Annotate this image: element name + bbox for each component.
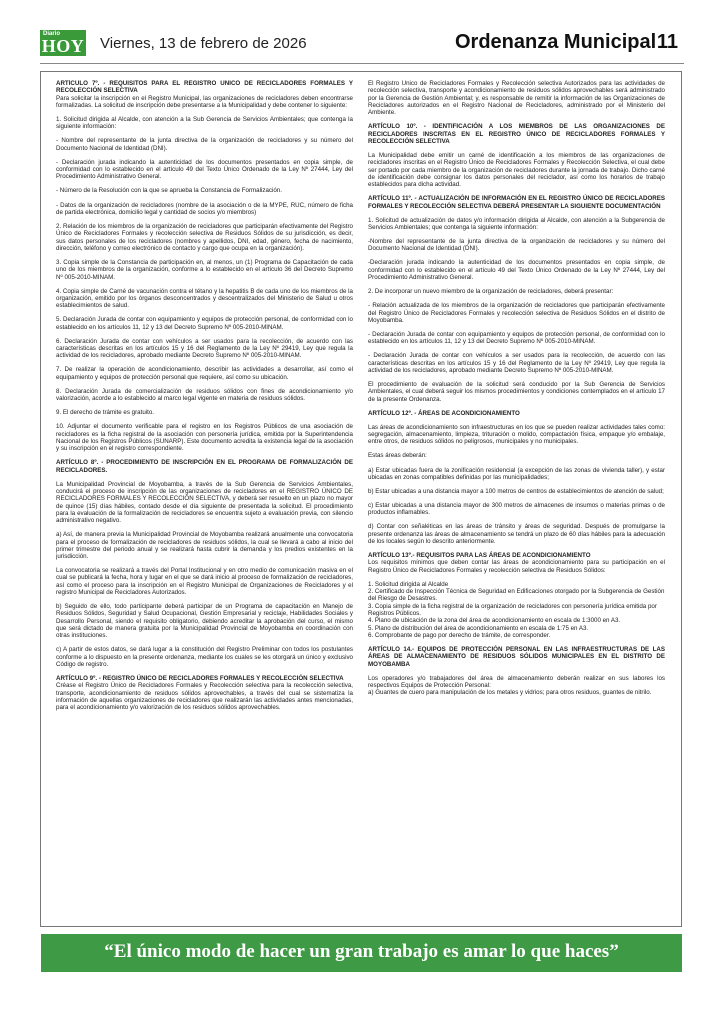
paragraph [368,625,665,632]
paragraph-text: 2. Relación de los miembros de la organización de recicladores que participarán efectivamente del Registro Único de Recicladores Formales y recolección selectiva de Residuos Sólidos de su jurisdicción, es decir, sus datos personales de los recicladores (nombres y apellidos, DNI, edad, género, fecha de nacimiento, dirección, teléfono y correo electrónico de contacto y cargo que ocupa en la organización). [56,222,353,252]
quote-banner [41,934,682,972]
paragraph [368,80,665,116]
paragraph [56,80,353,109]
paragraph-text: 5. Plano de distribución del área de acondicionamiento en escala de 1:75 en A3. [368,624,589,632]
paragraph [56,531,353,560]
paragraph [56,423,353,452]
logo-small-text: Diario [43,31,61,37]
article-heading: ARTÍCULO 11º. - ACTUALIZACIÓN DE INFORMACIÓN EN EL REGISTRO ÚNICO DE RECICLADORES FORMALES Y RECOLECCIÓN SELECTIVA DEBERÁ PRESENTAR LA SIGUIENTE DOCUMENTACIÓN [368,195,665,210]
paragraph [368,302,665,324]
paragraph-text: 9. El derecho de trámite es gratuito. [56,409,155,417]
paragraph-text: Los operadores y/o trabajadores del área de almacenamiento deberán realizar en sus labores los respectivos Equipos de Protección Personal: [368,674,665,689]
paragraph-text: Estas áreas deberán: [368,452,427,460]
paragraph [368,675,665,690]
page-number: 11 [656,31,678,53]
paragraph [368,352,665,374]
paragraph [56,259,353,281]
section-title: Ordenanza Municipal [455,31,657,53]
paragraph [368,646,665,668]
paragraph-text: 7. De realizar la operación de acondicionamiento, describir las actividades a desarrollar, así como el equipamiento y equipos de protección personal que requiere, así como su ubicación. [56,366,353,381]
paragraph-text: 3. Copia simple de la Constancia de participación en, al menos, un (1) Programa de Capacitación de cada uno de los miembros de la organización, conforme a lo establecido en el artículo 36 del Decreto Supremo Nº 005-2010-MINAM. [56,258,353,281]
paragraph-text: 1. Solicitud dirigida al Alcalde, con atención a la Sub Gerencia de Servicios Ambientales; que contenga la siguiente información: [56,115,353,131]
paragraph [368,632,665,639]
paragraph-text: 2. De incorporar un nuevo miembro de la organización de recicladores, deberá presentar: [368,288,614,296]
paragraph [368,552,665,574]
paragraph-text: b) Estar ubicadas a una distancia mayor a 100 metros de centros de establecimientos de atención de salud; [368,487,664,495]
paragraph [368,195,665,210]
article-heading: ARTÍCULO 13º.- REQUISITOS PARA LAS ÁREAS DE ACONDICIONAMIENTO [368,552,591,560]
paragraph [368,595,665,602]
logo-main-text: HOY [41,36,85,56]
paragraph [56,202,353,217]
paragraph [56,388,353,403]
paragraph [56,137,353,152]
header-rule [40,63,684,64]
paragraph-text: - Declaración jurada indicando la autenticidad de los documentos presentados en copia simple, de conformidad con lo establecido en el artículo 49 del Texto Único Ordenado de la Ley Nº 27444, Ley del Procedimiento Administrativo General. [56,158,353,181]
paragraph-text: - Nombre del representante de la junta directiva de la organización de recicladores y su número del Documento Nacional de Identidad (DNI). [56,137,353,152]
paragraph-text: Las áreas de acondicionamiento son infraestructuras en los que se pueden realizar actividades tales como: segregación, almacenamiento, limpieza, trituración o molido, compactación física, empaque y/o embalaje, entre otros, de residuos sólidos no peligrosos, municipales y no municipales. [368,423,665,446]
paragraph [368,617,665,624]
article-heading: ARTÍCULO 8º. - PROCEDIMIENTO DE INSCRIPCIÓN EN EL PROGRAMA DE FORMALIZACIÓN DE RECICLADORES. [56,459,353,474]
paragraph [368,259,665,281]
paragraph-text: Para solicitar la inscripción en el Registro Municipal, las organizaciones de recicladores deben encontrarse formalizadas. La solicitud de inscripción debe presentarse a la Municipalidad y debe contener lo siguiente: [56,94,353,109]
paragraph-text: 1. Solicitud de actualización de datos y/o información dirigida al Alcalde, con atención a la Subgerencia de Servicios Ambientales; que contenga la siguiente información: [368,216,665,231]
paragraph [368,381,665,403]
paragraph-text: -Nombre del representante de la junta directiva de la organización de recicladores y su número del Documento Nacional de Identidad (DNI). [368,238,665,253]
paragraph [368,523,665,545]
left-column [56,80,353,920]
paragraph [56,316,353,331]
paragraph [56,187,353,194]
paragraph [368,452,665,459]
paragraph [368,424,665,446]
paragraph-text: 3. Copia simple de la ficha registral de la organización de recicladores con personería jurídica emitida por [368,602,657,610]
paragraph-text: La Municipalidad Provincial de Moyobamba, a través de la Sub Gerencia de Servicios Ambientales, conducirá el proceso de inscripción de las organizaciones de recicladores en el REGISTRO ÚNICO DE RECICLADORES FORMALES Y RECOLECCIÓN SELECTIVA, y deberá ser resuelto en un plazo no mayor de quince (15) días hábiles, contado desde el día siguiente de presentada la solicitud. El procedimiento para la evaluación de la formalización de recicladores se encuentra sujeto a evaluación previa, con silencio administrativo negativo. [56,480,353,525]
paragraph-text: Los requisitos mínimos que deben contar las áreas de acondicionamiento para su participación en el Registro Único de Recicladores Formales y recolección selectiva de Residuos Sólidos: [368,559,665,574]
paragraph [56,646,353,668]
paragraph-text: 4. Copia simple de Carné de vacunación contra el tétano y la hepatitis B de cada uno de los miembros de la organización, emitido por los órganos desconcentrados y descentralizados del Ministerio de Salud u otros establecimientos de salud. [56,287,353,310]
paragraph-text: - Datos de la organización de recicladores (nombre de la asociación o de la MYPE, RUC, número de ficha de partida electrónica, domicilio legal y cantidad de socios y/o miembros) [56,201,353,216]
paragraph-text: 8. Declaración Jurada de comercialización de residuos sólidos con fines de acondicionamiento y/o valorización, acorde a lo establecido al marco legal vigente en materia de residuos sólidos. [56,387,353,403]
paragraph [56,603,353,639]
paragraph [56,288,353,310]
paragraph [56,159,353,181]
ordinance-frame [40,71,682,927]
paragraph-text: c) A partir de estos datos, se dará lugar a la constitución del Registro Preliminar con todos los postulantes conforme a lo dispuesto en la presente ordenanza, mediante los cuales se les otorgará un único y exclusivo Código de registro. [56,646,353,669]
paragraph [56,116,353,131]
paragraph-text: - Número de la Resolución con la que se aprueba la Constancia de Formalización. [56,187,282,195]
paragraph-text: - Declaración Jurada de contar con vehículos a ser usados para la recolección, de acuerdo con las características descritas en los artículos 15 y 16 del Reglamento de la Ley Nº 29419, Ley que regula la actividad de los recicladores, aprobado mediante Decreto Supremo Nº 005-2010-MINAM. [368,352,665,374]
article-heading: ARTÍCULO 12º. - ÁREAS DE ACONDICIONAMIENTO [368,409,520,417]
article-heading: ARTÍCULO 9º. - REGISTRO ÚNICO DE RECICLADORES FORMALES Y RECOLECCIÓN SELECTIVA [56,675,344,683]
paragraph [368,238,665,253]
paragraph-text: 6. Comprobante de pago por derecho de trámite, de corresponder. [368,631,551,639]
paragraph-text: Registros Públicos. [368,609,421,617]
paragraph-text: Créase el Registro Único de Recicladores Formales y Recolección selectiva para la recolección selectiva, transporte, acondicionamiento de residuos sólidos aprovechables, a través del cual se sistematiza la información de aquellas organizaciones de recicladores que realizarán las actividades antes mencionadas, para el acondicionamiento y/o valorización de los residuos sólidos aprovechables. [56,682,353,712]
article-heading: ARTÍCULO 14.- EQUIPOS DE PROTECCIÓN PERSONAL EN LAS INFRAESTRUCTURAS DE LAS ÁREAS DE ALMACENAMIENTO DE RESIDUOS SÓLIDOS MUNICIPALES EN EL DISTRITO DE MOYOBAMBA [368,645,665,668]
paragraph [368,217,665,232]
paragraph-text: 6. Declaración Jurada de contar con vehículos a ser usados para la recolección, de acuerdo con las características descritas en los artículos 15 y 16 del Reglamento de la Ley Nº 29419, Ley que regula la actividad de los recicladores, aprobado mediante Decreto Supremo Nº 005-2010-MINAM. [56,337,353,360]
paragraph [368,588,665,595]
paragraph-text: La convocatoria se realizará a través del Portal Institucional y en otro medio de comunicación masiva en el cual se publicará la fecha, hora y lugar en el que se dará inicio al proceso de formalización de recicladores, así como el proceso para la inscripción en el Registro Municipal de Organizaciones de Recicladores y el registro Municipal de Recicladores Autorizados. [56,567,353,597]
paragraph-text: b) Seguido de ello, todo participante deberá participar de un Programa de capacitación en Manejo de Residuos Sólidos, Seguridad y Salud Ocupacional, Gestión Empresarial y reciclaje, Habilidades Sociales y Desarrollo Personal, siendo el requisito obligatorio, debiendo acreditar la aprobación del curso, el mismo que será dictado de manera gratuita por la Municipalidad Provincial de Moyobamba en coordinación con otras instituciones. [56,603,353,640]
paragraph [56,338,353,360]
paragraph-text: El Registro Único de Recicladores Formales y Recolección selectiva Autorizados para las actividades de recolección selectiva, transporte y acondicionamiento de residuos sólidos aprovechables será administrado por la Gerencia de Gestión Ambiental; y, es responsable de remitir la información de las Organizaciones de Recicladores autorizados en el Registro Nacional de Recicladores, administrado por el Ministerio del Ambiente. [368,80,665,117]
article-heading: ARTÍCULO 10º. - IDENTIFICACIÓN A LOS MIEMBROS DE LAS ORGANIZACIONES DE RECICLADORES INSCRITAS EN EL REGISTRO ÚNICO DE RECICLADORES FORMALES Y RECOLECCIÓN SELECTIVA [368,123,665,145]
article-heading: ARTÍCULO 7º. - REQUISITOS PARA EL REGISTRO ÚNICO DE RECICLADORES FORMALES Y RECOLECCIÓN SELECTIVA [56,80,353,95]
paragraph-text: 4. Plano de ubicación de la zona del área de acondicionamiento en escala de 1:3000 en A3. [368,617,621,625]
paragraph-text: La Municipalidad debe emitir un carné de identificación a los miembros de las organizaciones de recicladores inscritas en el Registro Único de Recicladores Formales y Recolección Selectiva, el cual debe ser portado por cada miembro de la organización de recicladores durante la jornada de trabajo. Dicho carné de identificación debe consignar los datos personales del reciclador, así como los horarios de trabajo establecidos para dicha actividad. [368,151,665,189]
paragraph [368,467,665,482]
newspaper-logo [40,30,86,56]
paragraph-text: - Relación actualizada de los miembros de la organización de recicladores que participarán efectivamente del Registro Único de Recicladores Formales y recolección selectiva de Residuos Sólidos en el distrito de Moyobamba. [368,302,665,324]
paragraph [368,610,665,617]
paragraph [56,567,353,596]
paragraph-text: El procedimiento de evaluación de la solicitud será conducido por la Sub Gerencia de Servicios Ambientales, el cual deberá seguir los mismos procedimientos y condiciones contemplados en el artículo 17 de la presente Ordenanza. [368,380,665,403]
paragraph-text: 5. Declaración Jurada de contar con equipamiento y equipos de protección personal, de conformidad con lo establecido en los artículos 11, 12 y 13 del Decreto Supremo Nº 005-2010-MINAM. [56,316,353,331]
paragraph [368,123,665,145]
paragraph-text: d) Contar con señaléticas en las áreas de tránsito y áreas de seguridad. Después de promulgarse la presente ordenanza las áreas de almacenamiento se tendrá un plazo de 60 días hábiles para la adecuación de los locales según lo descrito anteriormente. [368,523,665,545]
paragraph-text: -Declaración jurada indicando la autenticidad de los documentos presentados en copia simple, de conformidad con lo establecido en el artículo 49 del Texto Único Ordenado de la Ley Nº 27444, Ley del Procedimiento Administrativo General. [368,259,665,282]
paragraph-text: a) Así, de manera previa la Municipalidad Provincial de Moyobamba realizará anualmente una convocatoria para el proceso de formalización de recicladores de residuos sólidos, la cual se llevará a cabo al inicio del primer trimestre del periodo anual y se realizará hasta cubrir la demanda y los predios existentes en la jurisdicción. [56,531,353,561]
paragraph [368,581,665,588]
paragraph-text: c) Estar ubicadas a una distancia mayor de 300 metros de almacenes de insumos o materias primas o de productos inflamables. [368,502,665,517]
paragraph [368,502,665,517]
right-column [368,80,665,920]
paragraph-text: 2. Certificado de Inspección Técnica de Seguridad en Edificaciones otorgado por la Subgerencia de Gestión [368,588,665,596]
paragraph-text: del Riesgo de Desastres. [368,595,438,603]
paragraph [56,409,353,416]
paragraph-text: 1. Solicitud dirigida al Alcalde [368,580,449,588]
paragraph-text: - Declaración Jurada de contar con equipamiento y equipos de protección personal, de conformidad con lo establecido en los artículos 11, 12 y 13 del Decreto Supremo Nº 005-2010-MINAM. [368,330,665,346]
paragraph [368,410,665,417]
paragraph [368,288,665,295]
paragraph [56,481,353,525]
paragraph [56,459,353,474]
issue-date: Viernes, 13 de febrero de 2026 [100,35,307,52]
paragraph [56,366,353,381]
paragraph [368,603,665,610]
paragraph-text: a) Estar ubicadas fuera de la zonificación residencial (a excepción de las zonas de vivienda taller), y estar ubicadas en zonas compatibles definidas por las municipalidades; [368,466,665,481]
paragraph [368,331,665,346]
paragraph-text: 10. Adjuntar el documento verificable para el registro en los Registros Públicos de una asociación de recicladores es la ficha registral de la asociación con personería jurídica, emitida por la Superintendencia Nacional de los Registros Públicos (SUNARP). Este documento acredita la existencia legal de la asociación y su inscripción en el registro correspondiente. [56,423,353,453]
paragraph [368,689,665,696]
quote-text: “El único modo de hacer un gran trabajo es amar lo que haces” [104,941,619,962]
paragraph [56,675,353,711]
page-header [40,30,682,60]
paragraph [368,488,665,495]
paragraph-text: a) Guantes de cuero para manipulación de los metales y vidrios; para otros residuos, guantes de nitrilo. [368,689,652,697]
paragraph [56,223,353,252]
paragraph [368,152,665,188]
